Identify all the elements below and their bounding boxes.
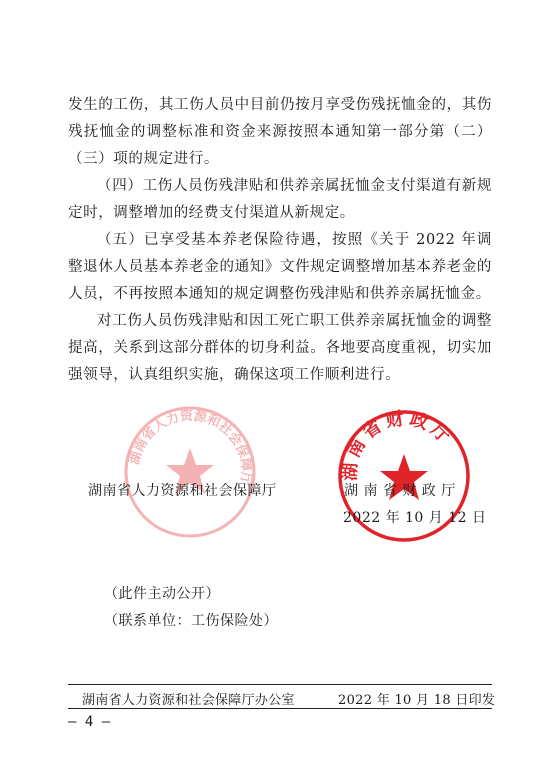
svg-text:湖南省财政厅 <box>338 407 456 481</box>
left-seal-text: 湖南省人力资源和社会保障厅 <box>127 408 254 486</box>
footer-rule-bottom <box>68 708 492 709</box>
contact-unit: （联系单位：工伤保险处） <box>104 613 278 629</box>
signature-date: 2022 年 10 月 12 日 <box>343 510 487 526</box>
public-notice: （此件主动公开） <box>104 586 220 602</box>
footer-rule-top <box>68 684 492 685</box>
paragraph-closing: 对工伤人员伤残津贴和因工死亡职工供养亲属抚恤金的调整提高，关系到这部分群体的切身利益。各地要高度重视，切实加强领导，认真组织实施，确保这项工作顺利进行。 <box>68 313 492 383</box>
print-date: 2022 年 10 月 18 日印发 <box>338 693 496 708</box>
body-text <box>68 92 492 389</box>
hrss-seal-stamp <box>120 402 260 542</box>
right-seal-text: 湖南省财政厅 <box>339 407 457 482</box>
paragraph-item-5: （五）已享受基本养老保险待遇，按照《关于 2022 年调整退休人员基本养老金的通知》文件规定调整增加基本养老金的人员，不再按照本通知的规定调整伤残津贴和供养亲属抚恤金。 <box>68 232 492 302</box>
signature-finance: 湖 南 省 财 政 厅 <box>344 483 456 499</box>
issuing-office: 湖南省人力资源和社会保障厅办公室 <box>82 693 295 708</box>
page-number: – 4 – <box>68 714 111 730</box>
paragraph-item-4: （四）工伤人员伤残津贴和供养亲属抚恤金支付渠道有新规定时，调整增加的经费支付渠道从新规定。 <box>68 178 492 221</box>
paragraph-continuation: 发生的工伤，其工伤人员中目前仍按月享受伤残抚恤金的，其伤残抚恤金的调整标准和资金来源按照本通知第一部分第（二）（三）项的规定进行。 <box>68 97 492 167</box>
signature-hrss: 湖南省人力资源和社会保障厅 <box>88 483 277 499</box>
